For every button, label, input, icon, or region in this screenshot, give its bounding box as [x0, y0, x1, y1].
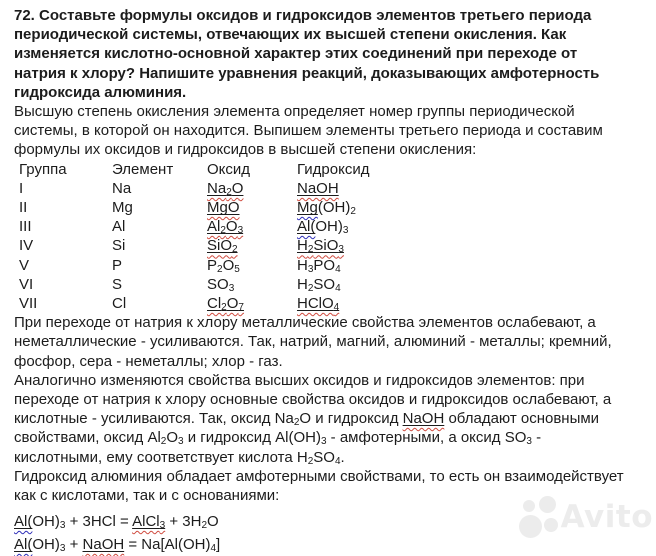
group-cell: IV	[19, 237, 34, 255]
oxide-cell: $Na_2O$	[207, 179, 244, 198]
paragraph-oxide-acid-base-properties: Аналогично изменяются свойства высших оксидов и гидроксидов элементов: при переходе от натрия к хлору основные свойства оксидов и гидроксидов ослабевают, а кислотные - усиливаются. Так, оксид $Na_2O$ и гидроксид NaOH обладают основными свойствами, оксид $Al_2O_3$ и гидроксид $Al(OH)_3$ - амфотерными, а оксид $SO_3$ - кислотными, ему соответствует кислота $H_2SO_4$.	[14, 371, 612, 467]
group-cell: II	[19, 199, 28, 216]
element-cell: Cl	[112, 294, 127, 312]
hydroxide-cell: NaOH	[297, 179, 339, 197]
element-cell: Al	[112, 218, 126, 236]
table-header-row	[19, 160, 630, 179]
hydroxide-cell: HClO$_4$	[297, 294, 340, 313]
element-cell: Si	[112, 237, 126, 255]
avito-watermark	[519, 496, 653, 538]
oxide-cell: SiO$_2$	[207, 237, 238, 256]
group-cell: V	[19, 256, 30, 274]
oxide-cell: $Cl_2O_7$	[207, 294, 244, 313]
element-cell: Na	[112, 179, 132, 197]
intro-text: Высшую степень окисления элемента определяет номер группы периодической системы, в которой он находится. Выпишем элементы третьего периода и составим формулы их оксидов и гидроксидов в высшей степени окисления:	[14, 103, 603, 159]
hydroxide-cell: $Al(OH)_3$	[297, 218, 349, 237]
table-row	[19, 256, 630, 275]
column-header-hydroxide: Гидроксид	[297, 160, 370, 178]
hydroxide-cell: $Mg(OH)_2$	[297, 199, 356, 217]
group-cell: III	[19, 218, 32, 236]
table-row	[19, 198, 630, 217]
hydroxide-cell: $H_3PO_4$	[297, 256, 341, 275]
table-row	[19, 179, 630, 198]
table-row	[19, 217, 630, 236]
group-cell: I	[19, 179, 24, 197]
hydroxide-cell: $H_2SiO_3$	[297, 237, 344, 256]
oxide-cell: MgO	[207, 199, 240, 216]
hydroxide-cell: $H_2SO_4$	[297, 275, 341, 294]
group-cell: VI	[19, 275, 34, 293]
oxide-cell: $Al_2O_3$	[207, 218, 244, 237]
oxide-cell: $SO_3$	[207, 275, 235, 294]
table-row	[19, 275, 630, 294]
element-cell: Mg	[112, 199, 133, 216]
group-cell: VII	[19, 294, 38, 312]
column-header-oxide: Оксид	[207, 160, 251, 178]
paragraph-amphoteric-intro: Гидроксид алюминия обладает амфотерными свойствами, то есть он взаимодействует как с кислотами, так и с основаниями:	[14, 467, 624, 504]
table-row	[19, 236, 630, 255]
paragraph-metallic-properties: При переходе от натрия к хлору металлические свойства элементов ослабевают, а неметаллические - усиливаются. Так, натрий, магний, алюминий - металлы; кремний, фосфор, сера - неметаллы; хлор - газ.	[14, 314, 612, 370]
column-header-group: Группа	[19, 160, 67, 178]
element-cell: P	[112, 256, 123, 274]
avito-watermark-label: Avito	[560, 499, 653, 535]
column-header-element: Элемент	[112, 160, 174, 178]
question-text: 72. Составьте формулы оксидов и гидроксидов элементов третьего периода периодической системы, отвечающих их высшей степени окисления. Как изменяется кислотно-основной характер этих соединений при переходе от натрия к хлору? Напишите уравнения реакций, доказывающих амфотерность гидроксида алюминия.	[14, 7, 600, 101]
equation-aloh3-naoh: $Al(OH)_3$ + NaOH = $Na[Al(OH)_4]$	[14, 536, 221, 555]
avito-logo-icon	[519, 496, 559, 538]
oxide-cell: $P_2O_5$	[207, 256, 240, 275]
oxides-hydroxides-table	[19, 160, 630, 314]
element-cell: S	[112, 275, 123, 293]
table-row	[19, 294, 630, 313]
equation-aloh3-hcl: $Al(OH)_3 + 3HCl$ = AlCl$_3$ + $3H_2O$	[14, 513, 219, 532]
